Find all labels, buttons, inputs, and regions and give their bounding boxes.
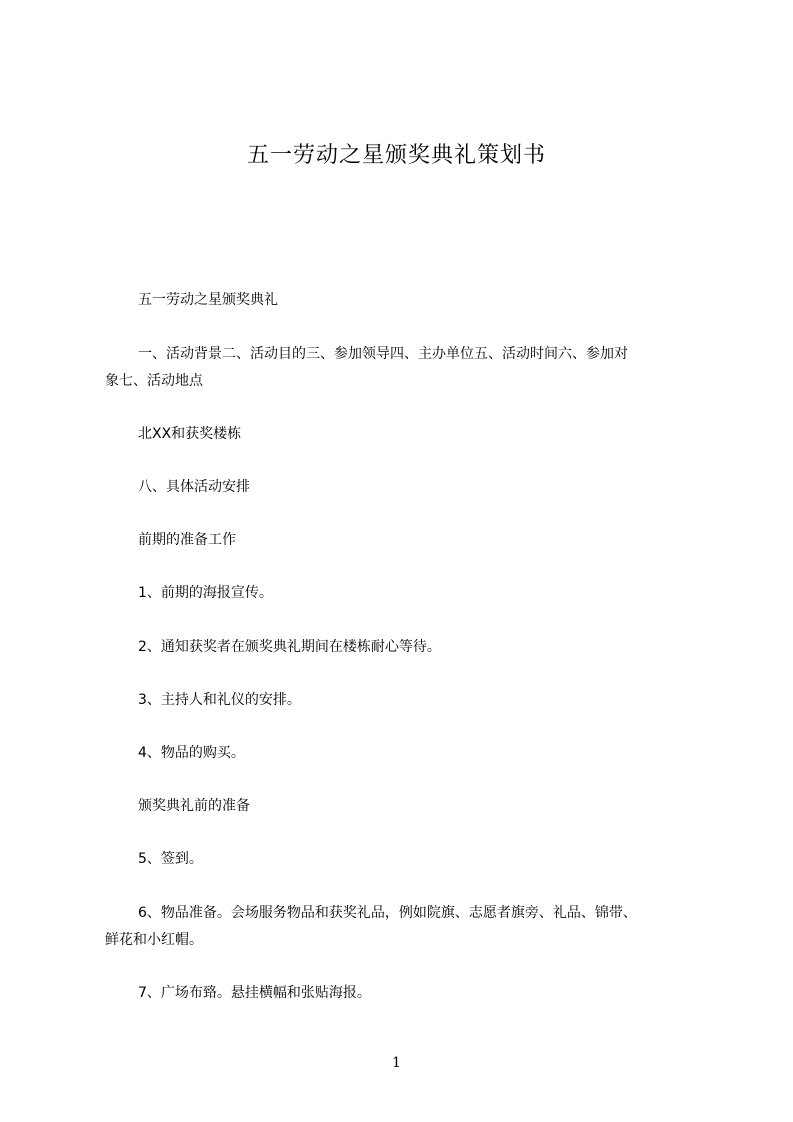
paragraph — [105, 793, 705, 820]
paragraph-line: 5、签到。 — [138, 851, 203, 867]
paragraph-line: 7、广场布臵。悬挂横幅和张贴海报。 — [138, 985, 371, 1001]
paragraph-line: 4、物品的购买。 — [138, 745, 245, 761]
document-title: 五一劳动之星颁奖典礼策划书 — [246, 143, 546, 168]
paragraph — [105, 580, 705, 607]
paragraph-line: 北XX和获奖楼栋 — [138, 426, 242, 442]
paragraph-line: 2、通知获奖者在颁奖典礼期间在楼栋耐心等待。 — [138, 639, 441, 655]
paragraph-line: 颁奖典礼前的准备 — [138, 798, 250, 814]
paragraph — [105, 421, 705, 448]
paragraph-line: 五一劳动之星颁奖典礼 — [138, 292, 278, 308]
paragraph — [105, 980, 705, 1007]
paragraph — [105, 527, 705, 554]
paragraph — [105, 900, 705, 954]
paragraph-line: 八、具体活动安排 — [138, 479, 250, 495]
paragraph-line: 6、物品准备。会场服务物品和获奖礼品，例如院旗、志愿者旗旁、礼品、锦带、 — [138, 905, 637, 921]
paragraph — [105, 287, 705, 314]
paragraph-line: 3、主持人和礼仪的安排。 — [138, 692, 301, 708]
paragraph-line: 鲜花和小红帽。 — [105, 932, 203, 948]
paragraph-line: 象七、活动地点 — [105, 373, 203, 389]
paragraph-line: 前期的准备工作 — [138, 532, 236, 548]
paragraph — [105, 687, 705, 714]
paragraph — [105, 740, 705, 767]
paragraph — [105, 634, 705, 661]
page-number: 1 — [392, 1055, 401, 1071]
paragraph-line: 1、前期的海报宣传。 — [138, 585, 273, 601]
paragraph — [105, 846, 705, 873]
paragraph — [105, 341, 705, 395]
paragraph — [105, 474, 705, 501]
paragraph-line: 一、活动背景二、活动目的三、参加领导四、主办单位五、活动时间六、参加对 — [138, 346, 628, 362]
